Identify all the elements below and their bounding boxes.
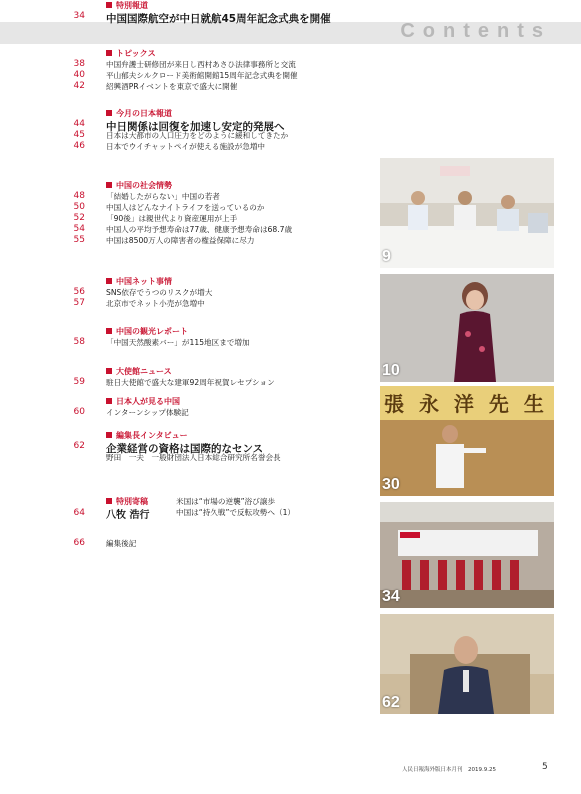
toc-title: 中日関係は回復を加速し安定的発展へ bbox=[106, 121, 285, 133]
panel-photo-image bbox=[380, 158, 554, 268]
interview-photo-image bbox=[380, 614, 554, 714]
toc-page-number: 57 bbox=[73, 298, 85, 308]
woman-photo-image bbox=[380, 274, 554, 382]
footer-publication: 人民日報海外版日本月刊 2019.9.25 bbox=[402, 767, 496, 773]
photo-page-number: 10 bbox=[382, 362, 400, 379]
section-category bbox=[106, 108, 172, 119]
photo-10 bbox=[380, 274, 554, 382]
category-square-icon bbox=[106, 398, 112, 404]
photo-30 bbox=[380, 386, 554, 496]
section-category bbox=[106, 326, 188, 337]
category-label: 今月の日本報道 bbox=[116, 109, 172, 118]
toc-title: 「結婚したがらない」中国の若者 bbox=[106, 192, 220, 201]
toc-page-number: 46 bbox=[73, 141, 85, 151]
toc-page-number: 56 bbox=[73, 287, 85, 297]
toc-row[interactable] bbox=[0, 407, 378, 421]
toc-row[interactable] bbox=[0, 235, 378, 249]
toc-title: 中国弁護士研修団が来日し西村あさひ法律事務所と交流 bbox=[106, 60, 296, 69]
category-label: 中国の観光レポート bbox=[116, 327, 188, 336]
toc-row[interactable] bbox=[0, 11, 378, 25]
toc-page-number: 50 bbox=[73, 202, 85, 212]
toc-title: 「90後」は親世代より資産運用が上手 bbox=[106, 214, 238, 223]
toc-page-number: 45 bbox=[73, 130, 85, 140]
toc-title: 日本でウイチャットペイが使える施設が急増中 bbox=[106, 142, 266, 151]
toc-row[interactable] bbox=[0, 337, 378, 351]
toc-title: 中国は“持久戦”で反転攻勢へ（1） bbox=[176, 508, 296, 517]
photo-page-number: 34 bbox=[382, 588, 400, 605]
category-label: トピックス bbox=[116, 49, 156, 58]
toc-title: 平山郁夫シルクロード美術館開館15周年記念式典を開催 bbox=[106, 71, 298, 80]
photo-page-number: 62 bbox=[382, 694, 400, 711]
category-label: 特別寄稿 bbox=[116, 497, 148, 506]
category-square-icon bbox=[106, 328, 112, 334]
toc-page-number: 54 bbox=[73, 224, 85, 234]
author-name: 八牧 浩行 bbox=[106, 510, 150, 521]
category-square-icon bbox=[106, 368, 112, 374]
toc-page-number: 55 bbox=[73, 235, 85, 245]
photo-page-number: 30 bbox=[382, 476, 400, 493]
category-label: 大使館ニュース bbox=[116, 367, 172, 376]
toc-title: 中国人の平均予想寿命は77歳、健康予想寿命は68.7歳 bbox=[106, 225, 293, 234]
photo-page-number: 9 bbox=[382, 248, 391, 265]
category-square-icon bbox=[106, 432, 112, 438]
toc-page-number: 58 bbox=[73, 337, 85, 347]
category-square-icon bbox=[106, 182, 112, 188]
toc-page-number: 59 bbox=[73, 377, 85, 387]
toc-title: 中国国際航空が中日就航45周年記念式典を開催 bbox=[106, 13, 331, 25]
toc-page-number: 44 bbox=[73, 119, 85, 129]
photo-34 bbox=[380, 502, 554, 608]
toc-title: 駐日大使館で盛大な建軍92周年祝賀レセプション bbox=[106, 378, 275, 387]
category-square-icon bbox=[106, 278, 112, 284]
category-label: 特別報道 bbox=[116, 1, 148, 10]
toc-row[interactable] bbox=[0, 538, 378, 552]
section-category bbox=[106, 396, 180, 407]
toc-page-number: 38 bbox=[73, 59, 85, 69]
toc-row[interactable] bbox=[0, 141, 378, 155]
category-square-icon bbox=[106, 110, 112, 116]
toc-title: 「中国天然酸素バー」が115地区まで増加 bbox=[106, 338, 250, 347]
toc-row[interactable] bbox=[0, 377, 378, 391]
toc-page-number: 40 bbox=[73, 70, 85, 80]
toc-row[interactable] bbox=[0, 81, 378, 95]
photo-9 bbox=[380, 158, 554, 268]
section-category bbox=[106, 366, 172, 377]
toc-title: 野田 一夫 一般財団法人日本総合研究所名誉会長 bbox=[106, 453, 281, 462]
toc-title: 日本は大都市の人口圧力をどのように緩和してきたか bbox=[106, 131, 289, 140]
photo-62 bbox=[380, 614, 554, 714]
toc-title: 中国人はどんなナイトライフを送っているのか bbox=[106, 203, 265, 212]
page-title: Contents bbox=[400, 20, 551, 42]
toc-title: 米国は“市場の逆襲”浴び譲歩 bbox=[176, 497, 275, 506]
toc-page-number: 48 bbox=[73, 191, 85, 201]
toc-page-number: 62 bbox=[73, 441, 85, 451]
category-label: 中国ネット事情 bbox=[116, 277, 172, 286]
toc-title: インターンシップ体験記 bbox=[106, 408, 189, 417]
toc-page-number: 42 bbox=[73, 81, 85, 91]
category-square-icon bbox=[106, 2, 112, 8]
section-category bbox=[106, 180, 172, 191]
toc-title: 紹興酒PRイベントを東京で盛大に開催 bbox=[106, 82, 238, 91]
section-category bbox=[106, 48, 156, 59]
toc-page-number: 52 bbox=[73, 213, 85, 223]
toc-page-number: 64 bbox=[73, 508, 85, 518]
category-square-icon bbox=[106, 50, 112, 56]
toc-row[interactable] bbox=[0, 452, 378, 466]
toc-title: 企業経営の資格は国際的なセンス bbox=[106, 443, 264, 455]
category-square-icon bbox=[106, 498, 112, 504]
toc-title: 北京市でネット小売が急増中 bbox=[106, 299, 205, 308]
toc-title: 中国は8500万人の障害者の権益保障に尽力 bbox=[106, 236, 255, 245]
section-category bbox=[106, 276, 172, 287]
toc-page-number: 60 bbox=[73, 407, 85, 417]
section-category bbox=[106, 430, 188, 441]
photo-banner-text: 張 永 洋 先 生 bbox=[384, 392, 548, 416]
category-label: 中国の社会情勢 bbox=[116, 181, 172, 190]
toc-page-number: 66 bbox=[73, 538, 85, 548]
category-label: 日本人が見る中国 bbox=[116, 397, 180, 406]
footer-page-number: 5 bbox=[542, 762, 548, 772]
section-category bbox=[106, 0, 148, 11]
toc-page-number: 34 bbox=[73, 11, 85, 21]
ceremony-photo-image bbox=[380, 502, 554, 608]
toc-row[interactable] bbox=[0, 298, 378, 312]
toc-title: 編集後記 bbox=[106, 539, 137, 548]
toc-title: SNS依存でうつのリスクが増大 bbox=[106, 288, 213, 297]
category-label: 編集長インタビュー bbox=[116, 431, 188, 440]
